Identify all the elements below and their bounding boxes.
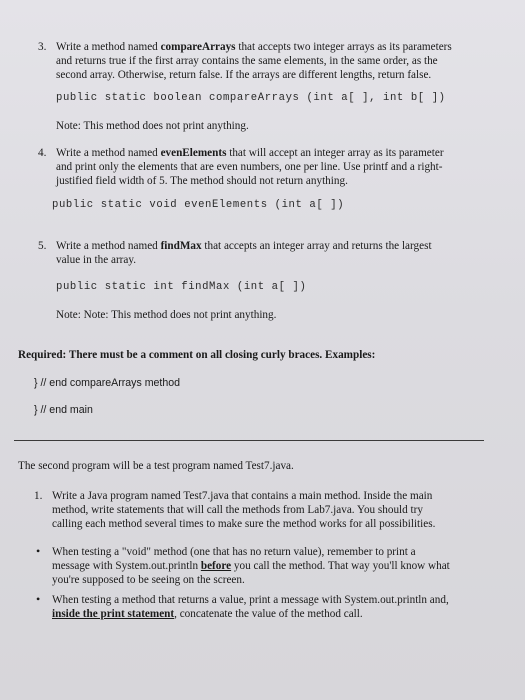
question-5-line-2: value in the array.	[56, 254, 137, 266]
question-4-line-1: Write a method named evenElements that will accept an integer array as its parameter	[56, 147, 444, 159]
question-3-line-2: and returns true if the first array contains the same elements, in the same order, as the	[56, 55, 438, 67]
method-name: findMax	[160, 240, 202, 252]
instruction-1-line-2: method, write statements that will call the methods from Lab7.java. You should try	[52, 504, 423, 516]
question-number: 3.	[38, 41, 47, 53]
emphasis-before: before	[200, 560, 232, 572]
question-4-line-3: justified field width of 5. The method should not return anything.	[56, 175, 348, 187]
second-program-intro: The second program will be a test program named Test7.java.	[18, 460, 294, 472]
bullet-icon: •	[36, 592, 41, 606]
instruction-1-line-3: calling each method several times to make sure the method works for all possibilities.	[52, 518, 436, 530]
section-divider	[14, 440, 484, 441]
note-q5: Note: Note: This method does not print anything.	[56, 309, 277, 321]
question-4-line-2: and print only the elements that are even numbers, one per line. Use printf and a right-	[56, 161, 443, 173]
method-signature-findMax: public static int findMax (int a[ ])	[56, 281, 307, 293]
method-name: compareArrays	[160, 41, 236, 53]
instruction-1-line-1: Write a Java program named Test7.java that contains a main method. Inside the main	[52, 490, 433, 502]
required-statement: Required: There must be a comment on all closing curly braces. Examples:	[18, 349, 376, 361]
method-signature-evenElements: public static void evenElements (int a[ ])	[52, 199, 345, 211]
note-q3: Note: This method does not print anything.	[56, 120, 249, 132]
bullet-icon: •	[36, 544, 41, 558]
bullet-return-method: When testing a method that returns a value, print a message with System.out.println and, inside the print statement, concatenate the value of the method call.	[52, 594, 449, 620]
bullet-void-method: When testing a "void" method (one that has no return value), remember to print a message with System.out.println before you call the method. That way you'll know what you're supposed to be seeing on the screen.	[52, 546, 450, 586]
method-name: evenElements	[160, 147, 227, 159]
emphasis-inside-print: inside the print statement	[52, 608, 175, 620]
question-3-line-3: second array. Otherwise, return false. If the arrays are different lengths, return false.	[56, 69, 432, 81]
method-signature-compareArrays: public static boolean compareArrays (int a[ ], int b[ ])	[56, 92, 446, 104]
question-number: 4.	[38, 147, 47, 159]
example-compareArrays: } // end compareArrays method	[34, 377, 181, 389]
question-number: 5.	[38, 240, 47, 252]
question-5-line-1: Write a method named findMax that accepts an integer array and returns the largest	[56, 240, 432, 252]
instruction-number: 1.	[34, 490, 43, 502]
question-3-line-1: Write a method named compareArrays that accepts two integer arrays as its parameters	[56, 41, 452, 53]
example-main: } // end main	[34, 404, 93, 416]
